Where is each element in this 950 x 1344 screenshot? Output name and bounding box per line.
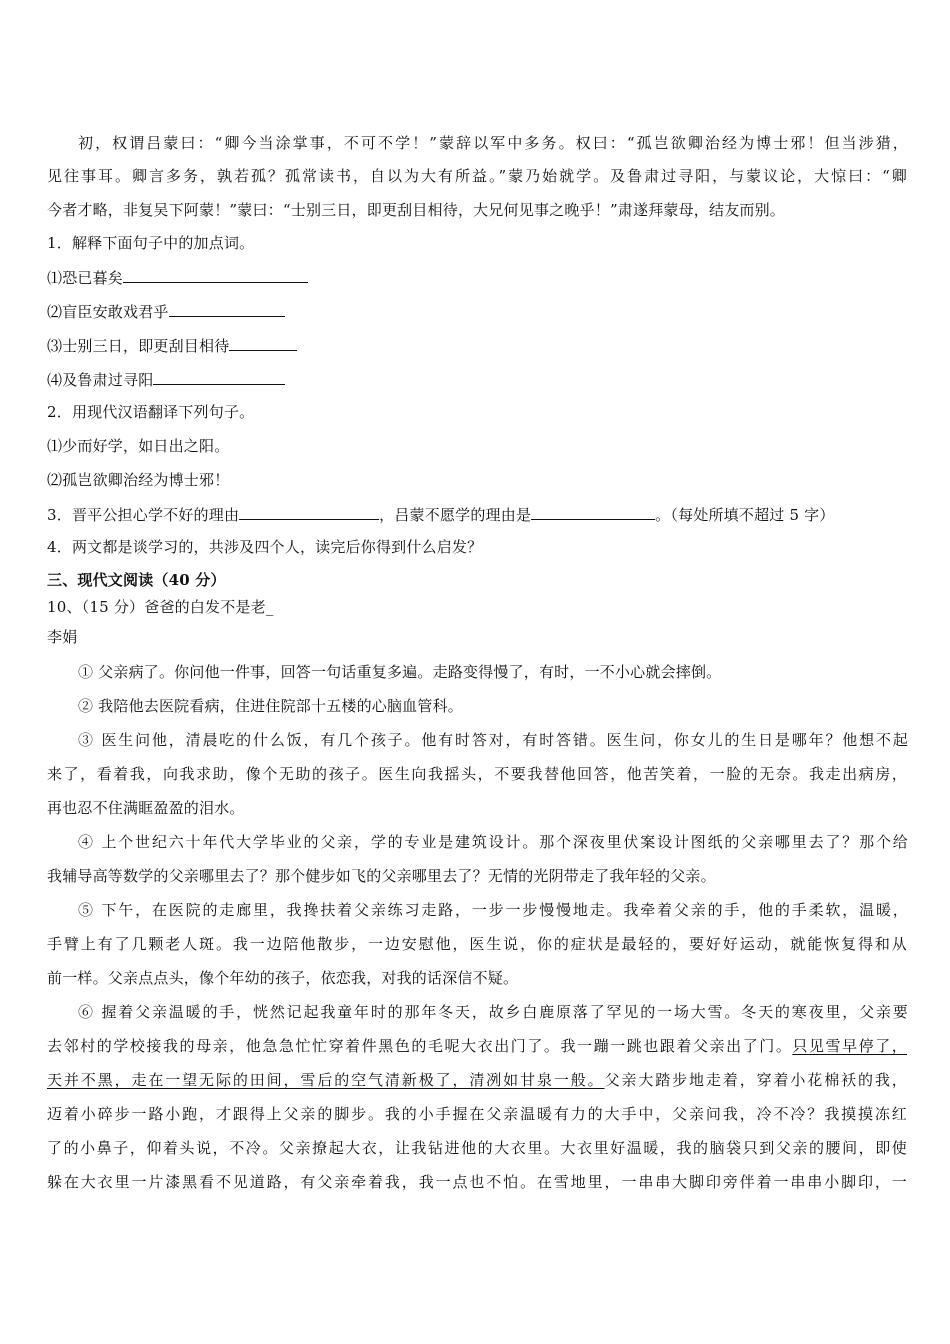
answer-blank[interactable] [153, 368, 285, 385]
question-1-item-text: ⑶士别三日，即更刮目相待 [47, 337, 230, 355]
answer-blank[interactable] [169, 300, 285, 317]
essay-paragraph-6: ⑥ 握着父亲温暖的手，恍然记起我童年时的那年冬天，故乡白鹿原落了罕见的一场大雪。冬天的寒夜里，父亲要 [78, 1003, 908, 1021]
essay-paragraph-6 [47, 1070, 907, 1090]
question-3-part-a: 3．晋平公担心学不好的理由 [47, 506, 240, 524]
answer-blank[interactable] [531, 503, 655, 520]
essay-author: 李娟 [47, 628, 78, 646]
question-1-item-text: ⑷及鲁肃过寻阳 [47, 371, 154, 389]
question-1-item [47, 334, 907, 356]
essay-paragraph-6: 躲在大衣里一片漆黑看不见道路，有父亲牵着我，我一点也不怕。在雪地里，一串串大脚印旁伴着一串串小脚印，一 [47, 1173, 907, 1191]
answer-blank[interactable] [239, 503, 379, 520]
passage-line: 初，权谓吕蒙曰：“卿今当涂掌事，不可不学！”蒙辞以军中多务。权曰：“孤岂欲卿治经为博士邪！但当涉猎， [78, 134, 908, 152]
essay-paragraph-2: ② 我陪他去医院看病，住进住院部十五楼的心脑血管科。 [78, 697, 463, 715]
essay-paragraph-1: ① 父亲病了。你问他一件事，回答一句话重复多遍。走路变得慢了，有时，一不小心就会摔倒。 [78, 663, 722, 681]
question-1-item [47, 368, 907, 390]
question-2-item: ⑴少而好学，如日出之阳。 [47, 437, 230, 455]
answer-blank[interactable] [229, 334, 297, 351]
passage-line: 今者才略，非复吴下阿蒙！”蒙曰：“士别三日，即更刮目相待，大兄何见事之晚乎！”肃遂拜蒙母，结友而别。 [47, 201, 786, 219]
essay-paragraph-5: 前一样。父亲点点头，像个年幼的孩子，依恋我，对我的话深信不疑。 [47, 969, 519, 987]
question-1-item [47, 300, 907, 322]
question-2: 2．用现代汉语翻译下列句子。 [47, 403, 255, 421]
question-4: 4．两文都是谈学习的，共涉及四个人，读完后你得到什么启发？ [47, 538, 483, 556]
answer-blank[interactable] [123, 266, 308, 283]
passage-line: 见往事耳。卿言多务，孰若孤？孤常读书，自以为大有所益。”蒙乃始就学。及鲁肃过寻阳，与蒙议论，大惊曰：“卿 [47, 167, 907, 185]
essay-paragraph-6 [47, 1036, 907, 1056]
question-1: 1．解释下面句子中的加点词。 [47, 234, 255, 252]
question-1-item-text: ⑴恐已暮矣 [47, 269, 124, 287]
question-2-item: ⑵孤岂欲卿治经为博士邪！ [47, 471, 230, 489]
essay-text: 父亲大踏步地走着，穿着小花棉袄的我， [604, 1071, 907, 1089]
essay-paragraph-4: ④ 上个世纪六十年代大学毕业的父亲，学的专业是建筑设计。那个深夜里伏案设计图纸的父亲哪里去了？那个给 [78, 833, 908, 851]
question-10-title: 10、（15 分）爸爸的白发不是老_ [47, 598, 274, 616]
question-1-item [47, 266, 907, 288]
essay-paragraph-5: ⑤ 下午，在医院的走廊里，我搀扶着父亲练习走路，一步一步慢慢地走。我牵着父亲的手，他的手柔软，温暖， [78, 901, 908, 919]
essay-paragraph-3: 来了，看着我，向我求助，像个无助的孩子。医生向我摇头，不要我替他回答，他苦笑着，一脸的无奈。我走出病房， [47, 765, 907, 783]
essay-text: 去邻村的学校接我的母亲，他急急忙忙穿着件黑色的毛呢大衣出门了。我一蹦一跳也跟着父亲出了门。 [47, 1037, 793, 1055]
question-3-part-b: ，吕蒙不愿学的理由是 [379, 506, 532, 524]
question-3-part-c: 。（每处所填不超过 5 字） [655, 506, 835, 524]
essay-paragraph-3: ③ 医生问他，清晨吃的什么饭，有几个孩子。他有时答对，有时答错。医生问，你女儿的生日是哪年？他想不起 [78, 731, 908, 749]
question-1-item-text: ⑵盲臣安敢戏君乎 [47, 303, 169, 321]
essay-paragraph-6: 了的小鼻子，仰着头说，不冷。父亲撩起大衣，让我钻进他的大衣里。大衣里好温暖，我的脑袋只到父亲的腰间，即使 [47, 1139, 907, 1157]
essay-paragraph-4: 我辅导高等数学的父亲哪里去了？那个健步如飞的父亲哪里去了？无情的光阴带走了我年轻的父亲。 [47, 867, 716, 885]
underlined-sentence: 只见雪早停了， [792, 1037, 907, 1055]
essay-paragraph-5: 手臂上有了几颗老人斑。我一边陪他散步，一边安慰他，医生说，你的症状是最轻的，要好好运动，就能恢复得和从 [47, 935, 907, 953]
underlined-sentence: 天并不黑，走在一望无际的田间，雪后的空气清新极了，清冽如甘泉一般。 [47, 1071, 605, 1089]
essay-paragraph-6: 迈着小碎步一路小跑，才跟得上父亲的脚步。我的小手握在父亲温暖有力的大手中，父亲问我，冷不冷？我摸摸冻红 [47, 1105, 907, 1123]
section-heading: 三、现代文阅读（40 分） [47, 571, 226, 589]
essay-paragraph-3: 再也忍不住满眶盈盈的泪水。 [47, 799, 245, 817]
question-3 [47, 503, 907, 525]
